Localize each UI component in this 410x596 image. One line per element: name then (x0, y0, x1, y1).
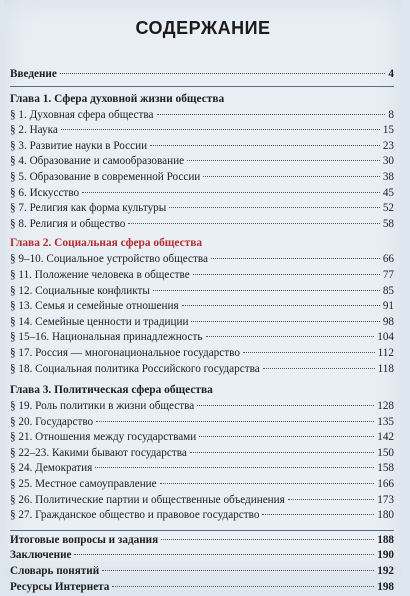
toc-page: 30 (382, 155, 394, 168)
toc-label: Заключение (10, 549, 72, 562)
toc-page: 91 (382, 300, 394, 313)
toc-label: § 15–16. Национальная принадлежность (10, 331, 203, 344)
toc-label: § 8. Религия и общество (10, 217, 126, 230)
toc-page: 142 (377, 431, 394, 444)
toc-label: § 1. Духовная сфера общества (10, 108, 154, 121)
toc-label: § 13. Семья и семейные отношения (10, 300, 179, 313)
toc-page: 4 (388, 68, 394, 80)
dot-leader (150, 145, 380, 146)
toc-entry (10, 316, 394, 332)
toc-label: § 14. Семейные ценности и традиции (10, 315, 189, 328)
toc-page: 188 (377, 533, 394, 546)
toc-entry (10, 140, 394, 156)
toc-label: § 18. Социальная политика Российского государства (10, 362, 260, 375)
book-page (4, 0, 402, 593)
dot-leader (193, 274, 380, 275)
toc-page: 180 (377, 509, 394, 522)
toc-entry (10, 171, 394, 187)
toc-entry (10, 109, 394, 125)
dot-leader (190, 452, 374, 453)
toc-entry (10, 534, 394, 550)
toc-entry (10, 253, 394, 269)
dot-leader (203, 176, 380, 177)
toc-entry (10, 347, 394, 363)
dot-leader (112, 586, 374, 587)
toc-entry (10, 269, 394, 285)
chapter-title: Глава 1. Сфера духовной жизни общества (10, 92, 225, 105)
toc-page: 77 (382, 268, 394, 281)
closing-items (10, 534, 394, 596)
toc-page: 8 (388, 108, 394, 121)
toc-label: § 9–10. Социальное устройство общества (10, 253, 208, 266)
dot-leader (243, 352, 375, 353)
toc-page: 150 (377, 446, 394, 459)
toc-page: 58 (382, 217, 394, 230)
toc-label: Введение (10, 68, 57, 80)
toc-entry (10, 549, 394, 565)
toc-label: Словарь понятий (10, 565, 100, 578)
toc-entry (10, 581, 394, 596)
chapter-1-items (10, 109, 394, 234)
toc-entry (10, 400, 394, 416)
chapter-2-items (10, 253, 394, 378)
dot-leader (169, 207, 380, 208)
toc-label: § 12. Социальные конфликты (10, 284, 150, 297)
dot-leader (95, 467, 374, 468)
toc-entry (10, 431, 394, 447)
toc-page: 104 (377, 331, 394, 344)
toc-label: § 24. Демократия (10, 462, 93, 475)
toc-entry (10, 285, 394, 301)
toc-entry (10, 187, 394, 203)
dot-leader (262, 514, 374, 515)
page-title: СОДЕРЖАНИЕ (135, 18, 271, 38)
dot-leader (206, 336, 375, 337)
toc-entry (10, 300, 394, 316)
toc-label: § 5. Образование в современной России (10, 170, 201, 183)
toc-entry (10, 202, 394, 218)
chapter-title: Глава 3. Политическая сфера общества (10, 384, 213, 397)
toc-entry (10, 509, 394, 525)
toc-page: 192 (377, 565, 394, 578)
dot-leader (153, 290, 380, 291)
toc-page: 23 (382, 139, 394, 152)
chapter-title: Глава 2. Социальная сфера общества (10, 237, 203, 250)
toc-entry (10, 447, 394, 463)
toc-label: § 17. Россия — многонациональное государство (10, 346, 240, 359)
toc-label: § 19. Роль политики в жизни общества (10, 400, 195, 413)
dot-leader (187, 160, 380, 161)
toc-page: 66 (382, 253, 394, 266)
toc-entry (10, 363, 394, 379)
dot-leader (160, 483, 375, 484)
divider (10, 530, 394, 531)
toc-label: § 25. Местное самоуправление (10, 478, 157, 491)
toc-entry (10, 494, 394, 510)
toc-page: 15 (382, 124, 394, 137)
dot-leader (74, 554, 374, 555)
dot-leader (191, 321, 379, 322)
toc-entry (10, 478, 394, 494)
dot-leader (211, 258, 380, 259)
toc-label: § 7. Религия как форма культуры (10, 202, 167, 215)
toc-page: 85 (382, 284, 394, 297)
toc-page: 190 (377, 549, 394, 562)
dot-leader (61, 129, 380, 130)
dot-leader (199, 436, 374, 437)
toc-page: 173 (377, 493, 394, 506)
toc-entry (10, 124, 394, 140)
chapter-2-title (10, 237, 394, 253)
toc-page: 98 (382, 315, 394, 328)
toc-entry (10, 155, 394, 171)
dot-leader (197, 405, 374, 406)
table-of-contents (10, 68, 394, 596)
toc-label: § 11. Положение человека в обществе (10, 268, 190, 281)
dot-leader (288, 499, 374, 500)
dot-leader (96, 421, 374, 422)
toc-page: 128 (377, 400, 394, 413)
dot-leader (161, 539, 374, 540)
toc-label: Ресурсы Интернета (10, 580, 110, 593)
toc-label: § 20. Государство (10, 415, 94, 428)
dot-leader (82, 192, 380, 193)
toc-page: 158 (377, 462, 394, 475)
toc-entry (10, 565, 394, 581)
toc-page: 45 (382, 186, 394, 199)
dot-leader (128, 223, 380, 224)
chapter-3-items (10, 400, 394, 525)
toc-label: § 4. Образование и самообразование (10, 155, 185, 168)
toc-entry (10, 462, 394, 478)
toc-page: 38 (382, 170, 394, 183)
toc-page: 166 (377, 478, 394, 491)
dot-leader (157, 114, 386, 115)
toc-intro (10, 68, 394, 84)
toc-label: Итоговые вопросы и задания (10, 533, 159, 546)
dot-leader (182, 305, 380, 306)
toc-page: 118 (377, 362, 394, 375)
toc-label: § 3. Развитие науки в России (10, 139, 148, 152)
toc-entry (10, 218, 394, 234)
toc-page: 135 (377, 415, 394, 428)
dot-leader (263, 368, 375, 369)
dot-leader (102, 570, 374, 571)
toc-page: 112 (377, 346, 394, 359)
toc-label: § 6. Искусство (10, 186, 80, 199)
toc-label: § 26. Политические партии и общественные объединения (10, 493, 285, 506)
toc-entry (10, 331, 394, 347)
divider (10, 86, 394, 87)
dot-leader (60, 73, 386, 74)
toc-entry (10, 416, 394, 432)
toc-page: 198 (377, 580, 394, 593)
toc-label: § 21. Отношения между государствами (10, 431, 197, 444)
chapter-3-title (10, 384, 394, 400)
toc-label: § 22–23. Какими бывают государства (10, 446, 187, 459)
chapter-1-title (10, 93, 394, 109)
toc-label: § 2. Наука (10, 124, 58, 137)
toc-page: 52 (382, 202, 394, 215)
toc-label: § 27. Гражданское общество и правовое государство (10, 509, 260, 522)
